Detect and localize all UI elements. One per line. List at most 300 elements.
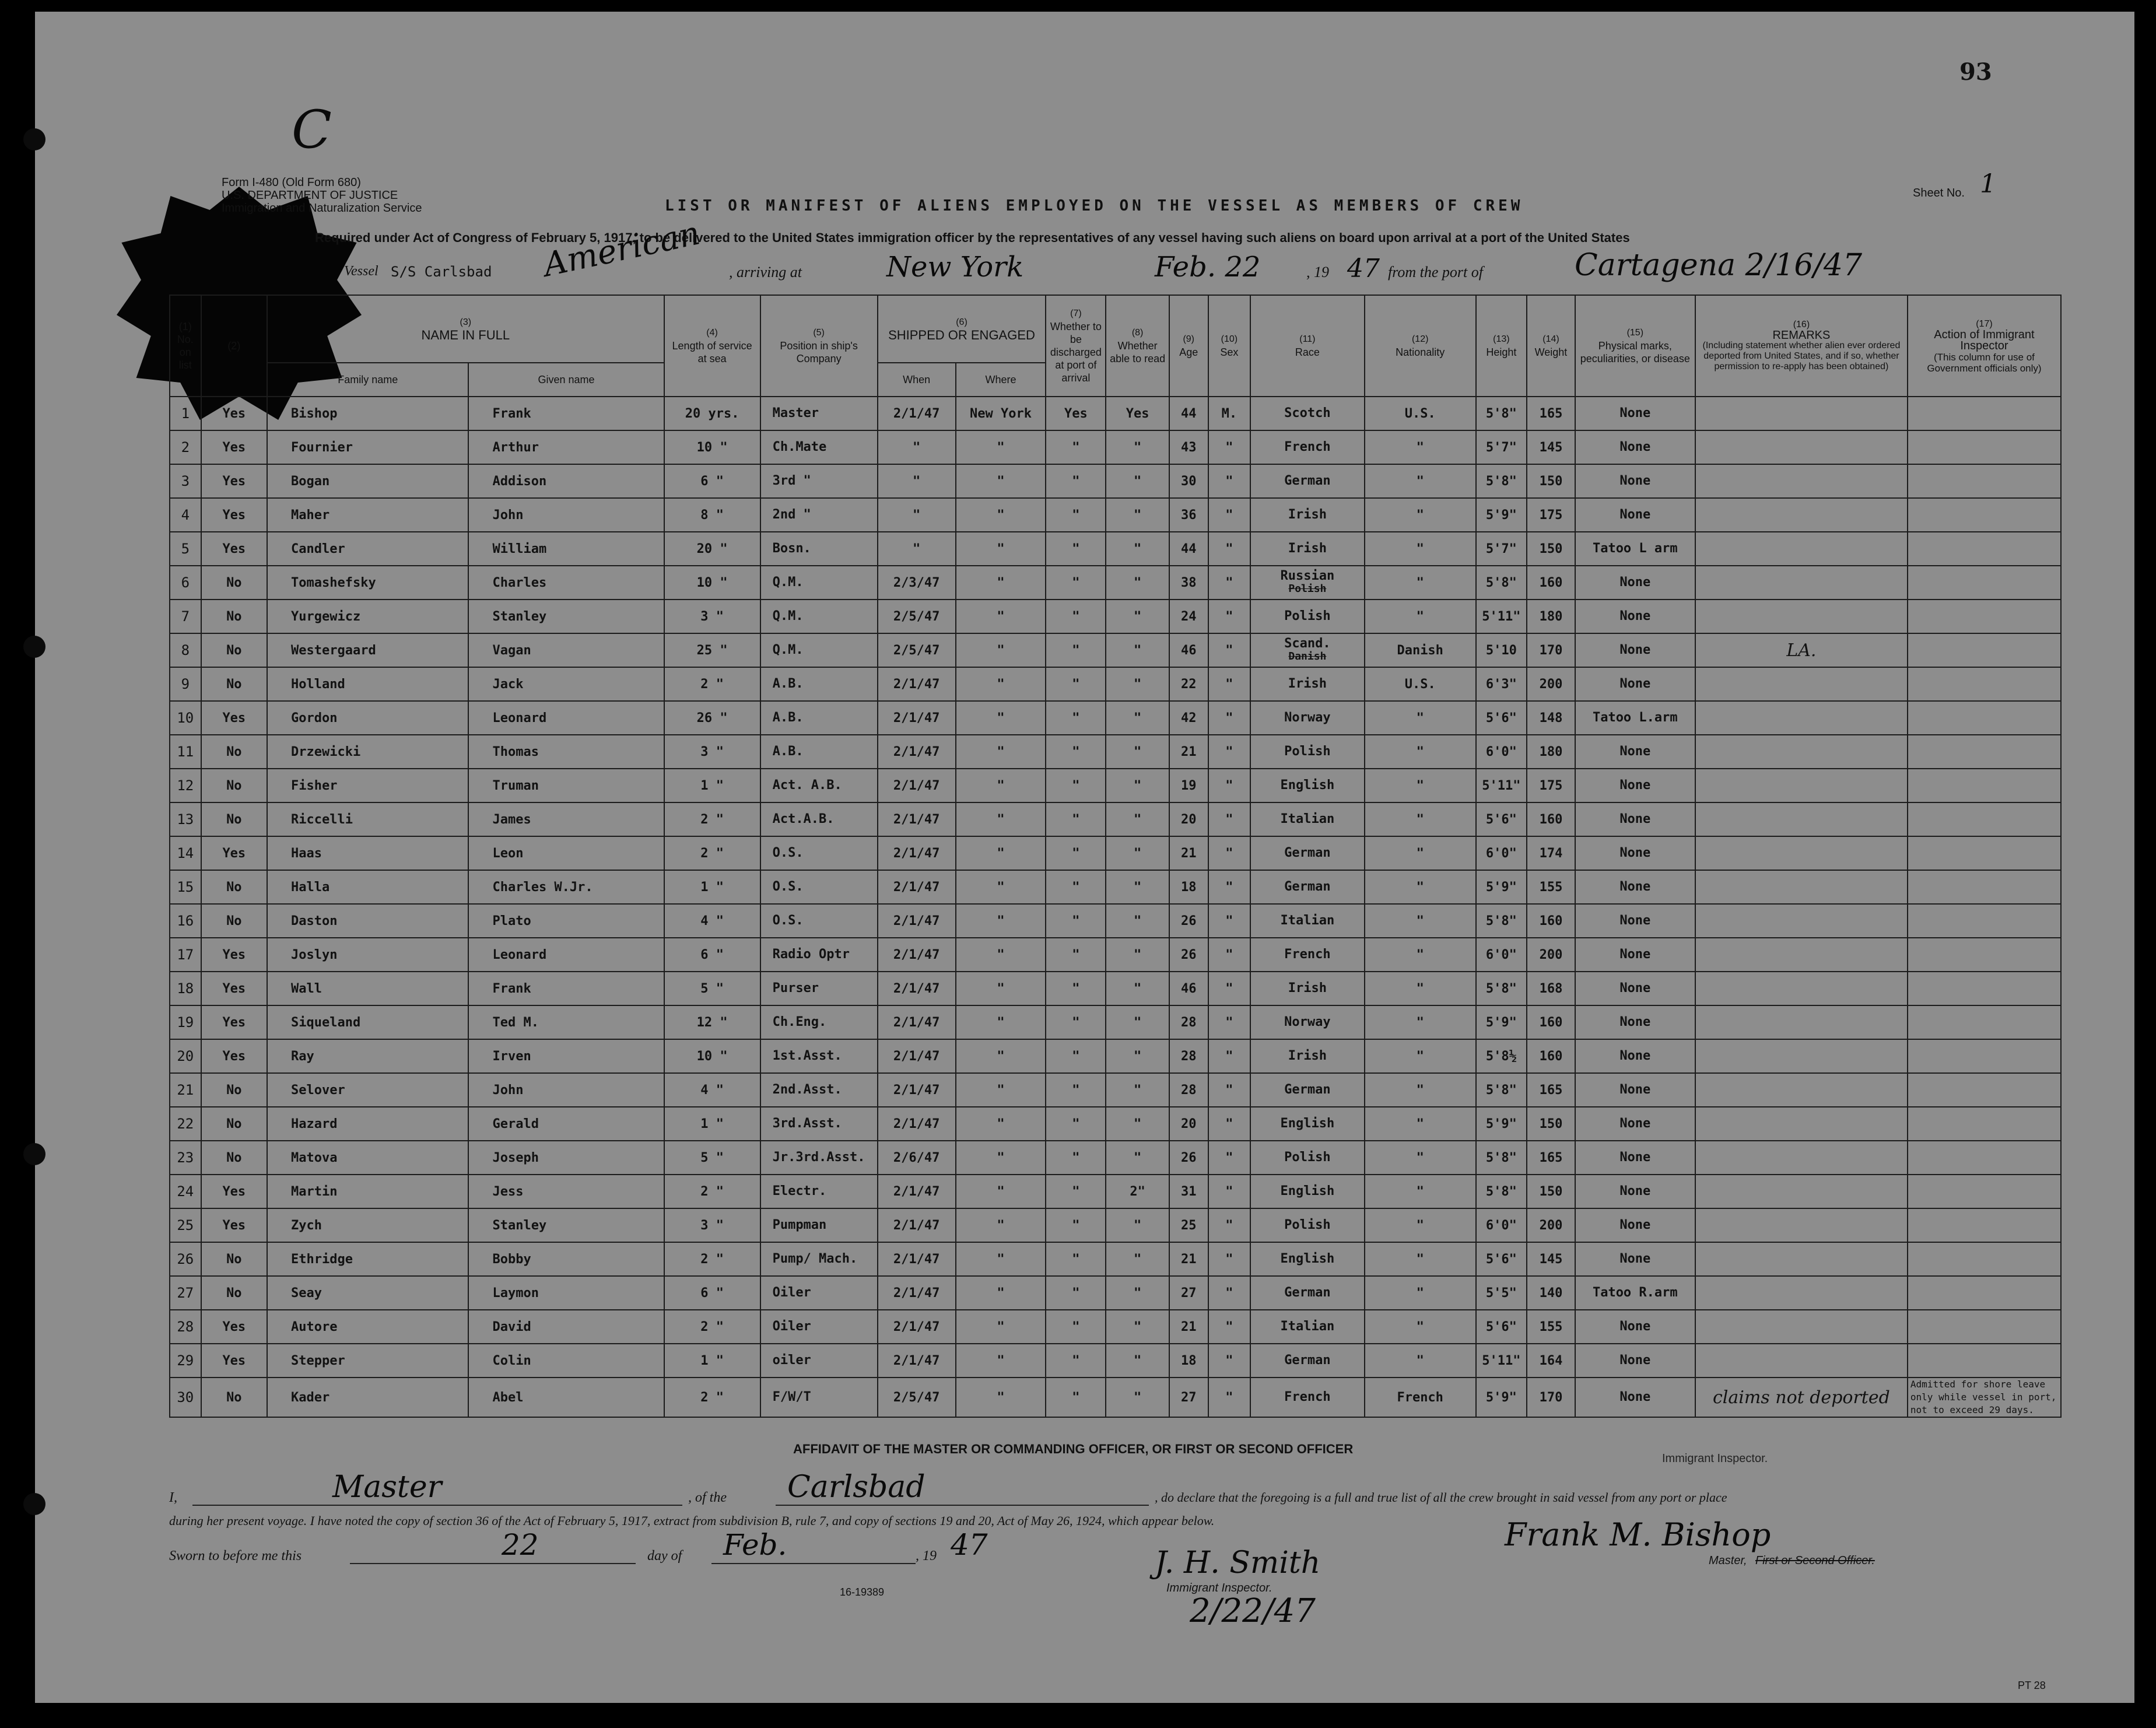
form-code: 16-19389: [840, 1586, 885, 1598]
cell-given: William: [468, 532, 664, 566]
cell-nationality: ": [1365, 701, 1476, 735]
cell-sex: ": [1208, 701, 1250, 735]
inspector-title: Immigrant Inspector.: [1166, 1582, 1272, 1594]
cell-when: 2/1/47: [878, 1208, 956, 1242]
cell-action: [1908, 633, 2061, 667]
cell-nationality: ": [1365, 1073, 1476, 1107]
cell-when: ": [878, 430, 956, 464]
cell-c2: No: [201, 1073, 267, 1107]
cell-nationality: ": [1365, 566, 1476, 600]
cell-action: [1908, 1141, 2061, 1175]
cell-discharged: ": [1046, 802, 1106, 836]
cell-action: [1908, 836, 2061, 870]
cell-no: 15: [170, 870, 201, 904]
cell-height: 5'11": [1476, 769, 1527, 802]
cell-weight: 180: [1527, 600, 1575, 633]
cell-height: 5'8": [1476, 464, 1527, 498]
cell-where: ": [956, 566, 1046, 600]
cell-family: Holland: [267, 667, 468, 701]
cell-sex: ": [1208, 498, 1250, 532]
cell-height: 5'7": [1476, 430, 1527, 464]
cell-when: 2/1/47: [878, 769, 956, 802]
cell-c2: Yes: [201, 1344, 267, 1378]
cell-family: Joslyn: [267, 938, 468, 972]
col-discharged: (7) Whether to be discharged at port of arrival: [1046, 295, 1106, 397]
cell-nationality: ": [1365, 1141, 1476, 1175]
cell-family: Ethridge: [267, 1242, 468, 1276]
cell-height: 5'9": [1476, 870, 1527, 904]
table-row: [170, 600, 2061, 633]
cell-position: Master: [760, 397, 878, 430]
cell-when: 2/3/47: [878, 566, 956, 600]
table-row: [170, 735, 2061, 769]
cell-no: 30: [170, 1378, 201, 1417]
cell-length: 25 ": [664, 633, 760, 667]
cell-when: 2/6/47: [878, 1141, 956, 1175]
cell-age: 28: [1169, 1039, 1208, 1073]
cell-age: 44: [1169, 532, 1208, 566]
cell-discharged: ": [1046, 1276, 1106, 1310]
cell-where: ": [956, 938, 1046, 972]
cell-remarks: [1695, 769, 1908, 802]
cell-c2: No: [201, 1107, 267, 1141]
cell-family: Haas: [267, 836, 468, 870]
cell-action: [1908, 667, 2061, 701]
cell-read: ": [1106, 1208, 1169, 1242]
sworn-label: Sworn to before me this: [169, 1548, 302, 1564]
punch-hole: [23, 1493, 45, 1515]
cell-discharged: ": [1046, 1208, 1106, 1242]
cell-action: [1908, 1073, 2061, 1107]
cell-c2: No: [201, 1141, 267, 1175]
cell-weight: 160: [1527, 904, 1575, 938]
cell-when: 2/1/47: [878, 1175, 956, 1208]
cell-when: 2/1/47: [878, 972, 956, 1005]
cell-position: 2nd ": [760, 498, 878, 532]
form-number: Form I-480 (Old Form 680): [222, 176, 361, 189]
cell-position: 3rd.Asst.: [760, 1107, 878, 1141]
cell-given: Addison: [468, 464, 664, 498]
cell-where: ": [956, 1039, 1046, 1073]
cell-given: Vagan: [468, 633, 664, 667]
form-department: U.S. DEPARTMENT OF JUSTICE: [222, 189, 398, 202]
cell-position: Q.M.: [760, 566, 878, 600]
cell-weight: 150: [1527, 464, 1575, 498]
cell-physical: Tatoo R.arm: [1575, 1276, 1695, 1310]
cell-remarks: [1695, 667, 1908, 701]
cell-no: 7: [170, 600, 201, 633]
cell-where: ": [956, 1378, 1046, 1417]
cell-nationality: ": [1365, 1276, 1476, 1310]
cell-c2: Yes: [201, 1310, 267, 1344]
cell-weight: 160: [1527, 1005, 1575, 1039]
cell-length: 6 ": [664, 938, 760, 972]
cell-action: [1908, 1242, 2061, 1276]
table-row: [170, 1141, 2061, 1175]
cell-nationality: ": [1365, 532, 1476, 566]
cell-read: ": [1106, 430, 1169, 464]
cell-sex: ": [1208, 1175, 1250, 1208]
cell-height: 5'8": [1476, 1141, 1527, 1175]
cell-nationality: ": [1365, 600, 1476, 633]
cell-where: ": [956, 1310, 1046, 1344]
manifest-sheet: [35, 12, 2134, 1703]
cell-position: Radio Optr: [760, 938, 878, 972]
cell-height: 5'8": [1476, 904, 1527, 938]
table-row: [170, 1073, 2061, 1107]
punch-hole: [23, 1143, 45, 1165]
cell-c2: No: [201, 600, 267, 633]
cell-no: 16: [170, 904, 201, 938]
cell-when: 2/1/47: [878, 802, 956, 836]
cell-length: 1 ": [664, 870, 760, 904]
cell-read: ": [1106, 938, 1169, 972]
cell-read: ": [1106, 1039, 1169, 1073]
vessel-name: S/S Carlsbad: [391, 264, 492, 280]
cell-where: ": [956, 667, 1046, 701]
day-line: [350, 1563, 636, 1564]
table-row: [170, 836, 2061, 870]
cell-read: ": [1106, 1310, 1169, 1344]
cell-remarks: claims not deported: [1695, 1378, 1908, 1417]
cell-discharged: ": [1046, 701, 1106, 735]
cell-remarks: [1695, 904, 1908, 938]
cell-action: [1908, 1175, 2061, 1208]
cell-sex: ": [1208, 667, 1250, 701]
cell-nationality: ": [1365, 1175, 1476, 1208]
cell-age: 31: [1169, 1175, 1208, 1208]
cell-sex: ": [1208, 566, 1250, 600]
cell-no: 25: [170, 1208, 201, 1242]
cell-when: 2/1/47: [878, 1310, 956, 1344]
cell-weight: 170: [1527, 633, 1575, 667]
cell-sex: ": [1208, 904, 1250, 938]
crew-table: [169, 295, 2062, 1418]
cell-length: 1 ": [664, 1107, 760, 1141]
cell-length: 20 yrs.: [664, 397, 760, 430]
cell-age: 18: [1169, 870, 1208, 904]
master-signature: Frank M. Bishop: [1505, 1516, 1771, 1553]
col-name-in-full: (3) NAME IN FULL: [267, 295, 664, 363]
cell-family: Bogan: [267, 464, 468, 498]
cell-where: ": [956, 600, 1046, 633]
cell-when: 2/1/47: [878, 1073, 956, 1107]
table-row: [170, 430, 2061, 464]
cell-where: ": [956, 1242, 1046, 1276]
table-row: [170, 972, 2061, 1005]
cell-no: 22: [170, 1107, 201, 1141]
cell-weight: 174: [1527, 836, 1575, 870]
cell-physical: None: [1575, 735, 1695, 769]
cell-read: ": [1106, 1276, 1169, 1310]
cell-nationality: ": [1365, 836, 1476, 870]
col-action: (17) Action of Immigrant Inspector (This column for use of Government officials only): [1908, 295, 2061, 397]
cell-given: Joseph: [468, 1141, 664, 1175]
col-race: (11) Race: [1250, 295, 1365, 397]
cell-age: 20: [1169, 802, 1208, 836]
table-row: [170, 1378, 2061, 1417]
cell-sex: ": [1208, 735, 1250, 769]
cell-action: [1908, 735, 2061, 769]
cell-nationality: U.S.: [1365, 397, 1476, 430]
table-row: [170, 769, 2061, 802]
cell-remarks: [1695, 464, 1908, 498]
cell-position: 3rd ": [760, 464, 878, 498]
cell-no: 6: [170, 566, 201, 600]
cell-race: English: [1250, 1107, 1365, 1141]
cell-nationality: ": [1365, 498, 1476, 532]
cell-where: ": [956, 735, 1046, 769]
cell-discharged: ": [1046, 904, 1106, 938]
inspector-date: 2/22/47: [1190, 1592, 1316, 1630]
cell-height: 6'0": [1476, 1208, 1527, 1242]
cell-race: German: [1250, 464, 1365, 498]
cell-length: 4 ": [664, 1073, 760, 1107]
table-row: [170, 1039, 2061, 1073]
cell-given: Colin: [468, 1344, 664, 1378]
cell-when: 2/1/47: [878, 836, 956, 870]
cell-position: Pump/ Mach.: [760, 1242, 878, 1276]
cell-where: ": [956, 1107, 1046, 1141]
cell-no: 17: [170, 938, 201, 972]
cell-physical: None: [1575, 1242, 1695, 1276]
from-port-label: from the port of: [1388, 264, 1483, 281]
col-given-name: Given name: [468, 363, 664, 397]
cell-no: 3: [170, 464, 201, 498]
cell-discharged: ": [1046, 972, 1106, 1005]
cell-no: 1: [170, 397, 201, 430]
cell-discharged: ": [1046, 1344, 1106, 1378]
cell-nationality: ": [1365, 870, 1476, 904]
cell-family: Stepper: [267, 1344, 468, 1378]
cell-c2: No: [201, 802, 267, 836]
declaration-text: , do declare that the foregoing is a full and true list of all the crew brought in said vessel from any port or place: [1155, 1490, 1727, 1505]
cell-race: German: [1250, 1344, 1365, 1378]
cell-discharged: ": [1046, 498, 1106, 532]
cell-given: Abel: [468, 1378, 664, 1417]
cell-read: ": [1106, 802, 1169, 836]
manifest-title: LIST OR MANIFEST OF ALIENS EMPLOYED ON THE VESSEL AS MEMBERS OF CREW: [665, 197, 1524, 215]
arrival-year: 47: [1347, 254, 1380, 283]
cell-sex: ": [1208, 464, 1250, 498]
cell-nationality: ": [1365, 735, 1476, 769]
cell-discharged: ": [1046, 836, 1106, 870]
cell-physical: None: [1575, 938, 1695, 972]
cell-sex: ": [1208, 1107, 1250, 1141]
cell-remarks: [1695, 397, 1908, 430]
cell-when: 2/5/47: [878, 600, 956, 633]
cell-remarks: [1695, 735, 1908, 769]
cell-when: 2/1/47: [878, 1276, 956, 1310]
cell-when: 2/5/47: [878, 1378, 956, 1417]
cell-nationality: U.S.: [1365, 667, 1476, 701]
cell-nationality: ": [1365, 1344, 1476, 1378]
cell-remarks: [1695, 1107, 1908, 1141]
table-row: [170, 1208, 2061, 1242]
col-read: (8) Whether able to read: [1106, 295, 1169, 397]
cell-physical: None: [1575, 667, 1695, 701]
cell-given: Leonard: [468, 701, 664, 735]
cell-family: Kader: [267, 1378, 468, 1417]
col-sex: (10) Sex: [1208, 295, 1250, 397]
cell-position: Ch.Mate: [760, 430, 878, 464]
cell-remarks: [1695, 532, 1908, 566]
cell-given: Leonard: [468, 938, 664, 972]
required-text: Required under Act of Congress of February 5, 1917, to be delivered to the United States immigration officer by the representatives of any vessel having such aliens on board upon arrival at a port of the United States: [315, 230, 1630, 245]
cell-when: 2/1/47: [878, 397, 956, 430]
cell-sex: ": [1208, 1378, 1250, 1417]
col-where: Where: [956, 363, 1046, 397]
cell-age: 36: [1169, 498, 1208, 532]
cell-race: Irish: [1250, 1039, 1365, 1073]
cell-action: [1908, 1005, 2061, 1039]
cell-family: Riccelli: [267, 802, 468, 836]
sheet-label: Sheet No.: [1913, 187, 1965, 199]
cell-weight: 160: [1527, 1039, 1575, 1073]
cell-sex: ": [1208, 1039, 1250, 1073]
cell-race: Irish: [1250, 667, 1365, 701]
cell-length: 10 ": [664, 566, 760, 600]
cell-remarks: [1695, 938, 1908, 972]
cell-height: 5'6": [1476, 701, 1527, 735]
cell-family: Westergaard: [267, 633, 468, 667]
cell-weight: 150: [1527, 532, 1575, 566]
cell-length: 5 ": [664, 1141, 760, 1175]
master-title: Master,: [1709, 1554, 1747, 1567]
cell-race: French: [1250, 1378, 1365, 1417]
cell-discharged: ": [1046, 600, 1106, 633]
cell-c2: No: [201, 1378, 267, 1417]
cell-age: 28: [1169, 1005, 1208, 1039]
cell-sex: ": [1208, 532, 1250, 566]
year-prefix: , 19: [1306, 264, 1329, 281]
cell-position: Pumpman: [760, 1208, 878, 1242]
cell-family: Yurgewicz: [267, 600, 468, 633]
cell-no: 27: [170, 1276, 201, 1310]
cell-where: ": [956, 972, 1046, 1005]
cell-read: ": [1106, 1242, 1169, 1276]
cell-action: [1908, 1107, 2061, 1141]
cell-position: O.S.: [760, 836, 878, 870]
cell-age: 27: [1169, 1276, 1208, 1310]
cell-no: 11: [170, 735, 201, 769]
cell-height: 5'8½: [1476, 1039, 1527, 1073]
table-row: [170, 1005, 2061, 1039]
cell-read: Yes: [1106, 397, 1169, 430]
cell-remarks: [1695, 498, 1908, 532]
cell-length: 10 ": [664, 1039, 760, 1073]
cell-physical: None: [1575, 566, 1695, 600]
cell-action: [1908, 938, 2061, 972]
cell-position: O.S.: [760, 904, 878, 938]
vessel-nationality-hand: American: [540, 214, 703, 285]
cell-action: [1908, 430, 2061, 464]
cell-given: Bobby: [468, 1242, 664, 1276]
cell-race: Irish: [1250, 498, 1365, 532]
cell-weight: 165: [1527, 397, 1575, 430]
cell-height: 5'10: [1476, 633, 1527, 667]
cell-age: 46: [1169, 972, 1208, 1005]
table-row: [170, 667, 2061, 701]
cell-nationality: ": [1365, 464, 1476, 498]
cell-read: ": [1106, 735, 1169, 769]
cell-given: Frank: [468, 397, 664, 430]
cell-weight: 155: [1527, 870, 1575, 904]
cell-read: ": [1106, 972, 1169, 1005]
cell-race: Scotch: [1250, 397, 1365, 430]
cell-remarks: [1695, 701, 1908, 735]
cell-no: 9: [170, 667, 201, 701]
cell-action: [1908, 498, 2061, 532]
cell-physical: None: [1575, 1175, 1695, 1208]
table-row: [170, 1344, 2061, 1378]
cell-sex: ": [1208, 1141, 1250, 1175]
cell-race: Irish: [1250, 972, 1365, 1005]
cell-nationality: ": [1365, 1039, 1476, 1073]
cell-remarks: [1695, 566, 1908, 600]
cell-c2: Yes: [201, 1208, 267, 1242]
cell-height: 5'9": [1476, 1005, 1527, 1039]
cell-weight: 140: [1527, 1276, 1575, 1310]
cell-position: A.B.: [760, 667, 878, 701]
cell-action: [1908, 1344, 2061, 1378]
cell-c2: Yes: [201, 1175, 267, 1208]
cell-where: ": [956, 430, 1046, 464]
cell-race: Polish: [1250, 600, 1365, 633]
page-number: 93: [1959, 58, 1992, 86]
cell-action: [1908, 1039, 2061, 1073]
table-row: [170, 1310, 2061, 1344]
cell-length: 12 ": [664, 1005, 760, 1039]
punch-hole: [23, 128, 45, 150]
cell-c2: Yes: [201, 836, 267, 870]
cell-action: [1908, 904, 2061, 938]
cell-given: Arthur: [468, 430, 664, 464]
cell-read: ": [1106, 1005, 1169, 1039]
cell-physical: None: [1575, 1378, 1695, 1417]
table-row: [170, 904, 2061, 938]
cell-sex: ": [1208, 1208, 1250, 1242]
cell-physical: None: [1575, 1208, 1695, 1242]
cell-race: German: [1250, 1073, 1365, 1107]
col-position: (5) Position in ship's Company: [760, 295, 878, 397]
cell-nationality: ": [1365, 1208, 1476, 1242]
cell-when: 2/1/47: [878, 1005, 956, 1039]
cell-no: 24: [170, 1175, 201, 1208]
cell-remarks: [1695, 430, 1908, 464]
col-remarks: (16) REMARKS (Including statement whether alien ever ordered deported from United States, and if so, whether permission to re-apply has been obtained): [1695, 295, 1908, 397]
cell-discharged: ": [1046, 938, 1106, 972]
cell-nationality: ": [1365, 769, 1476, 802]
cell-race: German: [1250, 1276, 1365, 1310]
vessel-line: [776, 1505, 1149, 1506]
cell-physical: None: [1575, 1005, 1695, 1039]
cell-age: 44: [1169, 397, 1208, 430]
cell-no: 19: [170, 1005, 201, 1039]
cell-height: 5'8": [1476, 1175, 1527, 1208]
cell-position: 2nd.Asst.: [760, 1073, 878, 1107]
cell-sex: ": [1208, 870, 1250, 904]
cell-race: Polish: [1250, 1208, 1365, 1242]
cell-family: Ray: [267, 1039, 468, 1073]
cell-length: 5 ": [664, 972, 760, 1005]
col-age: (9) Age: [1169, 295, 1208, 397]
cell-sex: ": [1208, 633, 1250, 667]
cell-family: Gordon: [267, 701, 468, 735]
cell-given: Gerald: [468, 1107, 664, 1141]
table-row: [170, 397, 2061, 430]
cell-family: Drzewicki: [267, 735, 468, 769]
